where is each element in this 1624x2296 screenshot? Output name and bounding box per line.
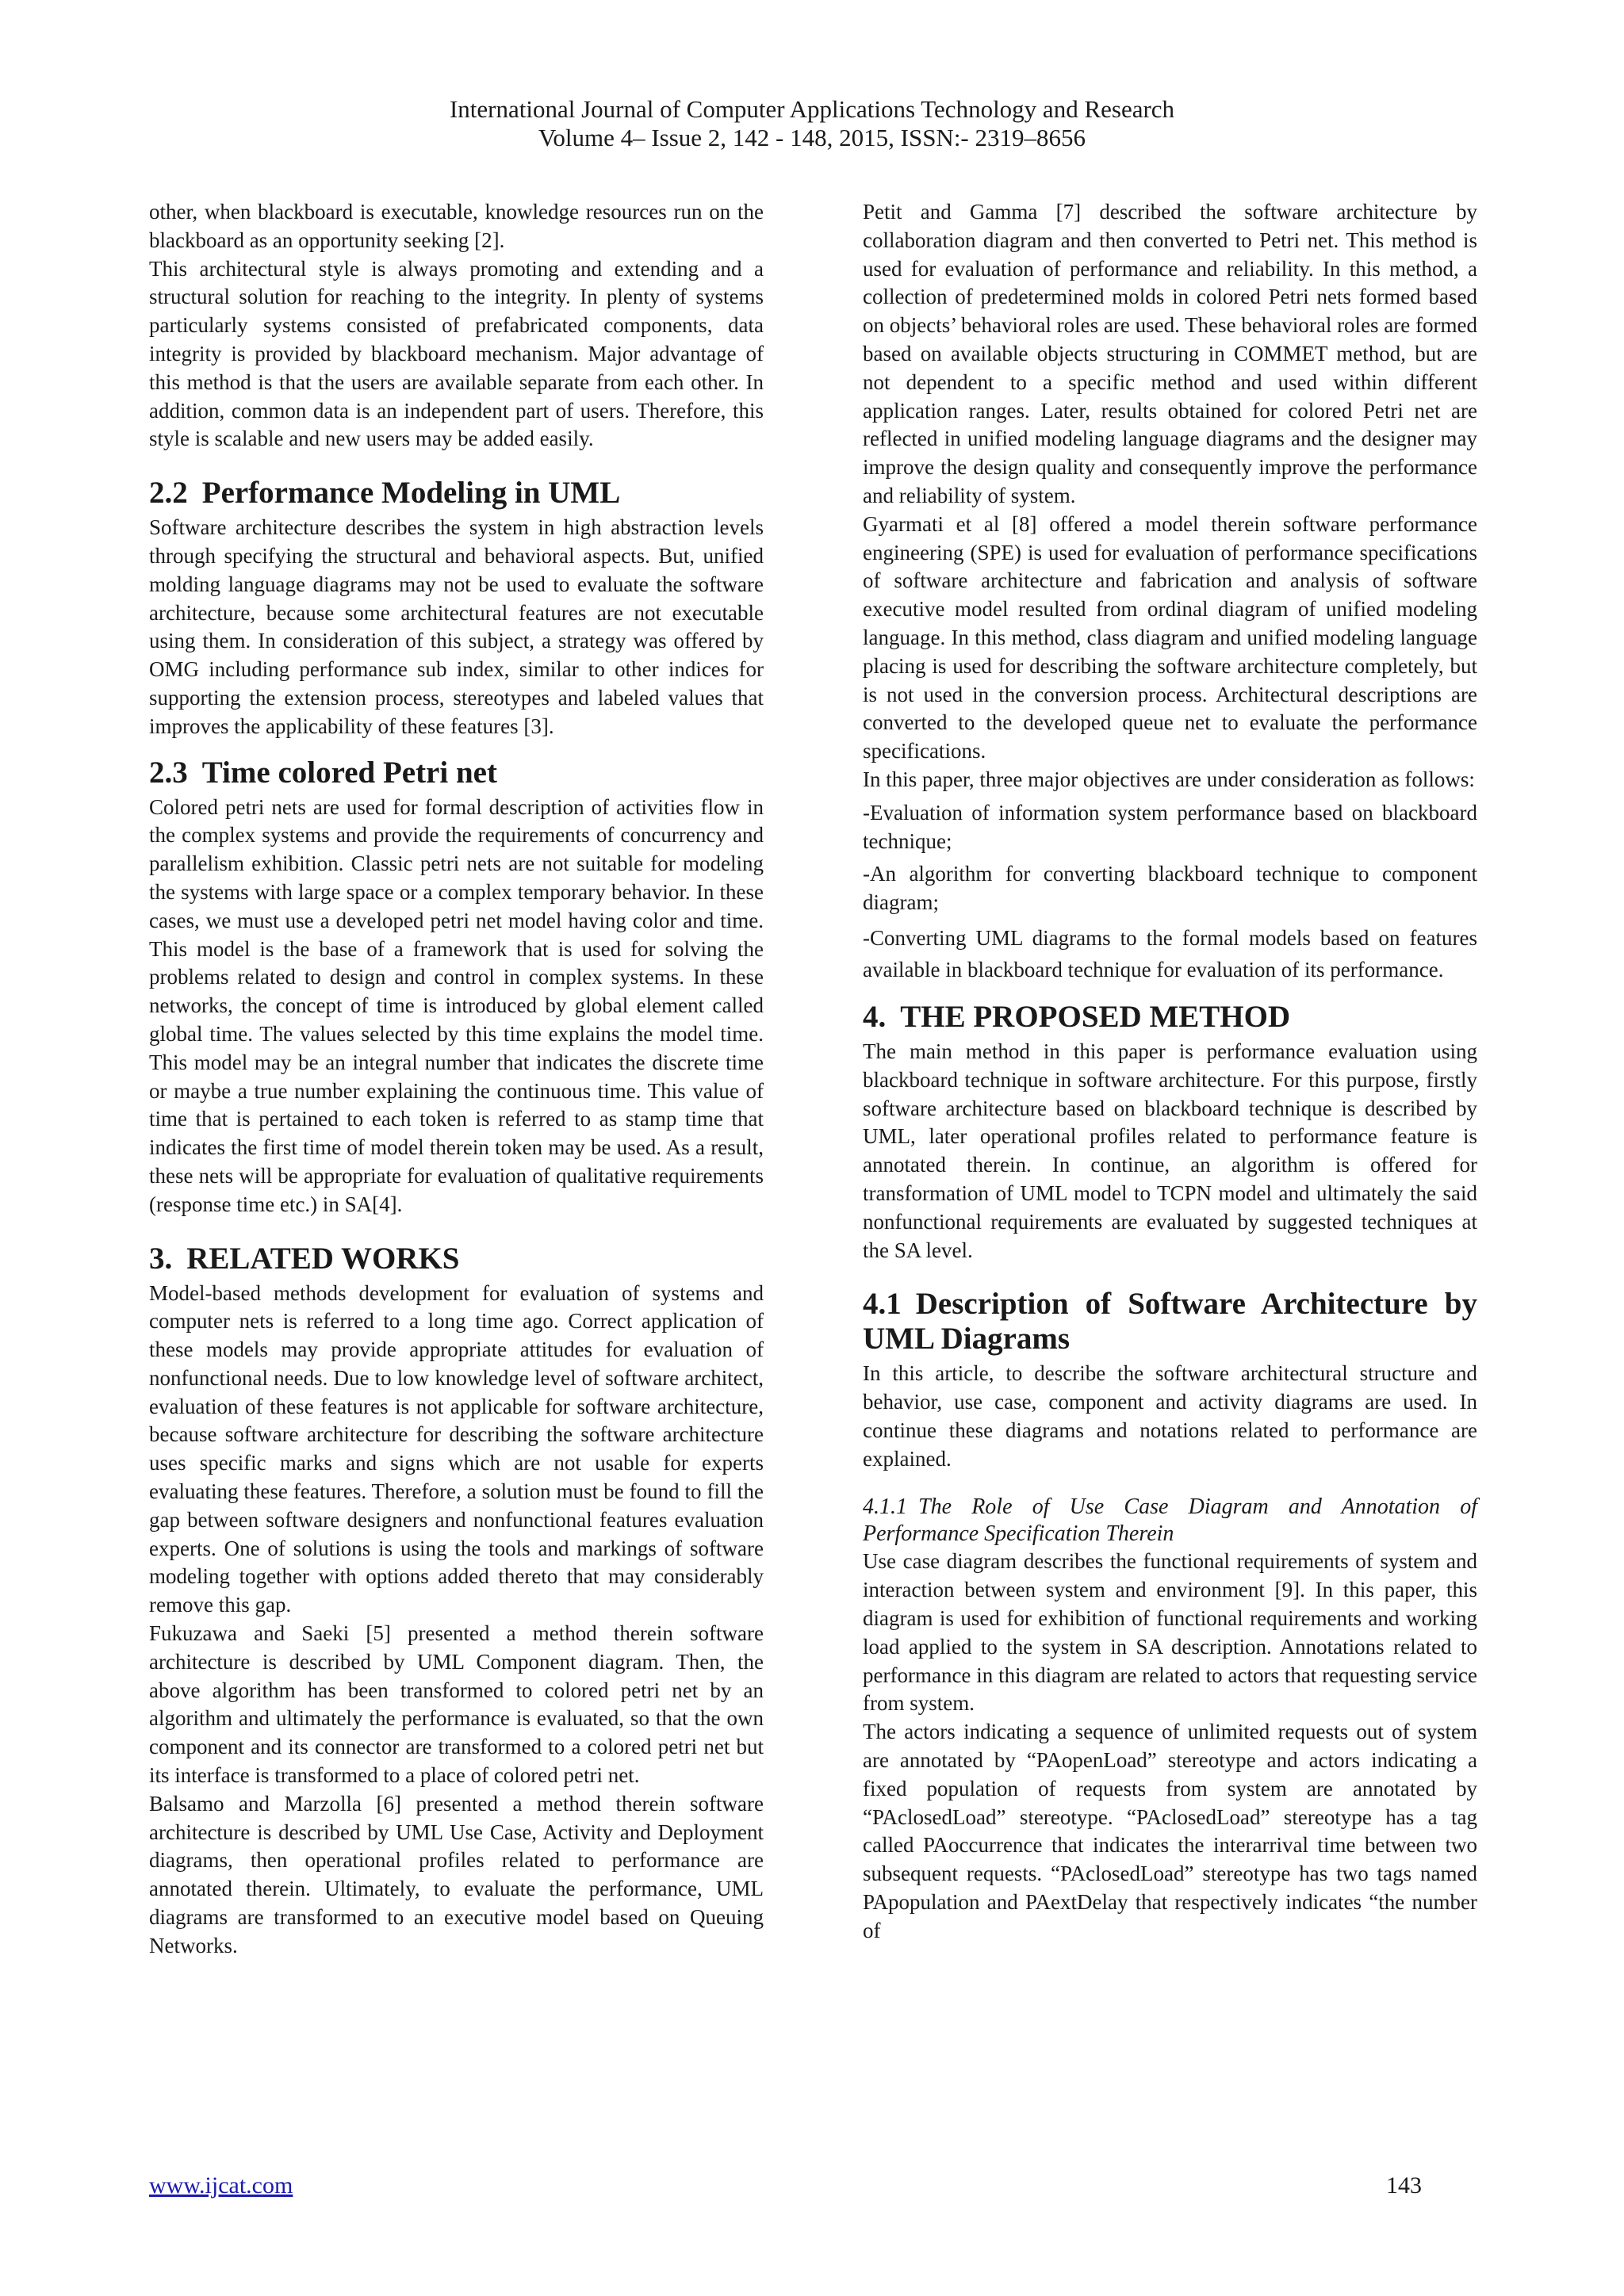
paragraph: Fukuzawa and Saeki [5] presented a method therein software architecture is described by UML Component diagram. Then, the above algorithm has been transformed to colored petri net by an algorithm and ultimately the performance is evaluated, so that the own component and its connector are transformed to a colored petri net but its interface is transformed to a place of colored petri net. bbox=[149, 1621, 764, 1788]
journal-website-link[interactable]: www.ijcat.com bbox=[149, 2172, 293, 2198]
journal-volume-info: Volume 4– Issue 2, 142 - 148, 2015, ISSN:- 2319–8656 bbox=[538, 124, 1086, 151]
journal-title: International Journal of Computer Applications Technology and Research bbox=[449, 95, 1175, 123]
section-title: Time colored Petri net bbox=[201, 755, 497, 790]
page-number: 143 bbox=[1386, 2172, 1422, 2198]
left-column bbox=[149, 198, 764, 1961]
section-number: 3. bbox=[149, 1241, 173, 1276]
paragraph: Balsamo and Marzolla [6] presented a method therein software architecture is described by UML Use Case, Activity and Deployment diagrams, then operational profiles related to performance are annotated therein. Ultimately, to evaluate the performance, UML diagrams are transformed to an executive model based on Queuing Networks. bbox=[149, 1791, 764, 1957]
subsection-heading-4-1-1 bbox=[863, 1494, 1477, 1548]
paragraph: Software architecture describes the system in high abstraction levels through specifying the structural and behavioral aspects. But, unified molding language diagrams may not be used to evaluate the software architecture, because some architectural features are not executable using them. In consideration of this subject, a strategy was offered by OMG including performance sub index, similar to other indices for supporting the extension process, stereotypes and labeled values that improves the applicability of these features [3]. bbox=[149, 515, 764, 738]
right-column bbox=[863, 198, 1477, 1946]
list-item: -Evaluation of information system performance based on blackboard technique; bbox=[863, 800, 1477, 853]
paragraph: Gyarmati et al [8] offered a model therein software performance engineering (SPE) is used for evaluation of performance specifications of software architecture and fabrication and analysis of software executive model resulted from ordinal diagram of unified modeling language. In this method, class diagram and unified modeling language placing is used for describing the software architecture completely, but is not used in the conversion process. Architectural descriptions are converted to the developed queue net to evaluate the performance specifications. bbox=[863, 511, 1477, 763]
paragraph: In this paper, three major objectives are under consideration as follows: bbox=[863, 767, 1475, 791]
list-item: -An algorithm for converting blackboard technique to component diagram; bbox=[863, 862, 1477, 915]
section-heading-4 bbox=[863, 1000, 1477, 1035]
section-number: 4. bbox=[863, 999, 887, 1034]
subsection-title: The Role of Use Case Diagram and Annotation of Performance Specification Therein bbox=[863, 1494, 1477, 1547]
paragraph: other, when blackboard is executable, knowledge resources run on the blackboard as an opportunity seeking [2]. bbox=[149, 200, 764, 252]
paragraph: Use case diagram describes the functional requirements of system and interaction between system and environment [9]. In this paper, this diagram is used for exhibition of functional requirements and working load applied to the system in SA description. Annotations related to performance in this diagram are related to actors that requesting service from system. bbox=[863, 1549, 1477, 1716]
paragraph: Colored petri nets are used for formal description of activities flow in the complex systems and provide the requirements of concurrency and parallelism exhibition. Classic petri nets are not suitable for modeling the systems with large space or a complex temporary behavior. In these cases, we must use a developed petri net model having color and time. This model is the base of a framework that is used for solving the problems related to design and control in complex systems. In these networks, the concept of time is introduced by global element called global time. The values selected by this time explains the model time. This model may be an integral number that indicates the discrete time or maybe a true number explaining the continuous time. This value of time that is pertained to each token is referred to as stamp time that indicates the first time of model therein token may be used. As a result, these nets will be appropriate for evaluation of qualitative requirements (response time etc.) in SA[4]. bbox=[149, 794, 764, 1216]
paragraph: This architectural style is always promoting and extending and a structural solution for reaching to the integrity. In plenty of systems particularly systems consisted of prefabricated components, data integrity is provided by blackboard mechanism. Major advantage of this method is that the users are available separate from each other. In addition, common data is an independent part of users. Therefore, this style is scalable and new users may be added easily. bbox=[149, 256, 764, 451]
paragraph: The actors indicating a sequence of unlimited requests out of system are annotated by “PAopenLoad” stereotype and actors indicating a fixed population of requests from system are annotated by “PAclosedLoad” stereotype. “PAclosedLoad” stereotype has a tag called PAoccurrence that indicates the interarrival time between two subsequent requests. “PAclosedLoad” stereotype has two tags named PApopulation and PAextDelay that respectively indicates “the number of bbox=[863, 1720, 1477, 1942]
subsection-number: 4.1.1 bbox=[863, 1494, 907, 1520]
section-number: 4.1 bbox=[863, 1287, 902, 1322]
section-number: 2.3 bbox=[149, 755, 188, 790]
section-title: Description of Software Architecture by UML Diagrams bbox=[863, 1287, 1477, 1357]
section-title: Performance Modeling in UML bbox=[201, 476, 621, 511]
paragraph: Petit and Gamma [7] described the software architecture by collaboration diagram and then converted to Petri net. This method is used for evaluation of performance and reliability. In this method, a collection of predetermined molds in colored Petri nets formed based on objects’ behavioral roles are used. These behavioral roles are formed based on available objects structuring in COMMET method, but are not dependent to a specific method and used within different application ranges. Later, results obtained for colored Petri net are reflected in unified modeling language diagrams and the designer may improve the design quality and consequently improve the performance and reliability of system. bbox=[863, 200, 1477, 507]
section-heading-2-2 bbox=[149, 476, 764, 511]
section-title: THE PROPOSED METHOD bbox=[900, 999, 1291, 1034]
paragraph: The main method in this paper is performance evaluation using blackboard technique in software architecture. For this purpose, firstly software architecture based on blackboard technique is described by UML, later operational profiles related to performance feature is annotated therein. In continue, an algorithm is offered for transformation of UML model to TCPN model and ultimately the said nonfunctional requirements are evaluated by suggested techniques at the SA level. bbox=[863, 1039, 1477, 1262]
section-number: 2.2 bbox=[149, 476, 188, 511]
list-item: -Converting UML diagrams to the formal models based on features available in blackboard technique for evaluation of its performance. bbox=[863, 925, 1477, 982]
paragraph: In this article, to describe the software architectural structure and behavior, use case, component and activity diagrams are used. In continue these diagrams and notations related to performance are explained. bbox=[863, 1361, 1477, 1471]
paragraph: Model-based methods development for evaluation of systems and computer nets is referred to a long time ago. Correct application of these models may provide appropriate attitudes for evaluation of nonfunctional needs. Due to low knowledge level of software architect, evaluation of these features is not applicable for software architecture, because software architecture for describing the software architecture uses specific marks and signs which are not usable for experts evaluating these features. Therefore, a solution must be found to fill the gap between software designers and nonfunctional features evaluation experts. One of solutions is using the tools and markings of software modeling together with options added thereto that may considerably remove this gap. bbox=[149, 1280, 764, 1617]
section-heading-4-1 bbox=[863, 1287, 1477, 1357]
section-title: RELATED WORKS bbox=[186, 1241, 460, 1276]
section-heading-3 bbox=[149, 1242, 764, 1276]
journal-header bbox=[0, 95, 1624, 152]
section-heading-2-3 bbox=[149, 756, 764, 790]
